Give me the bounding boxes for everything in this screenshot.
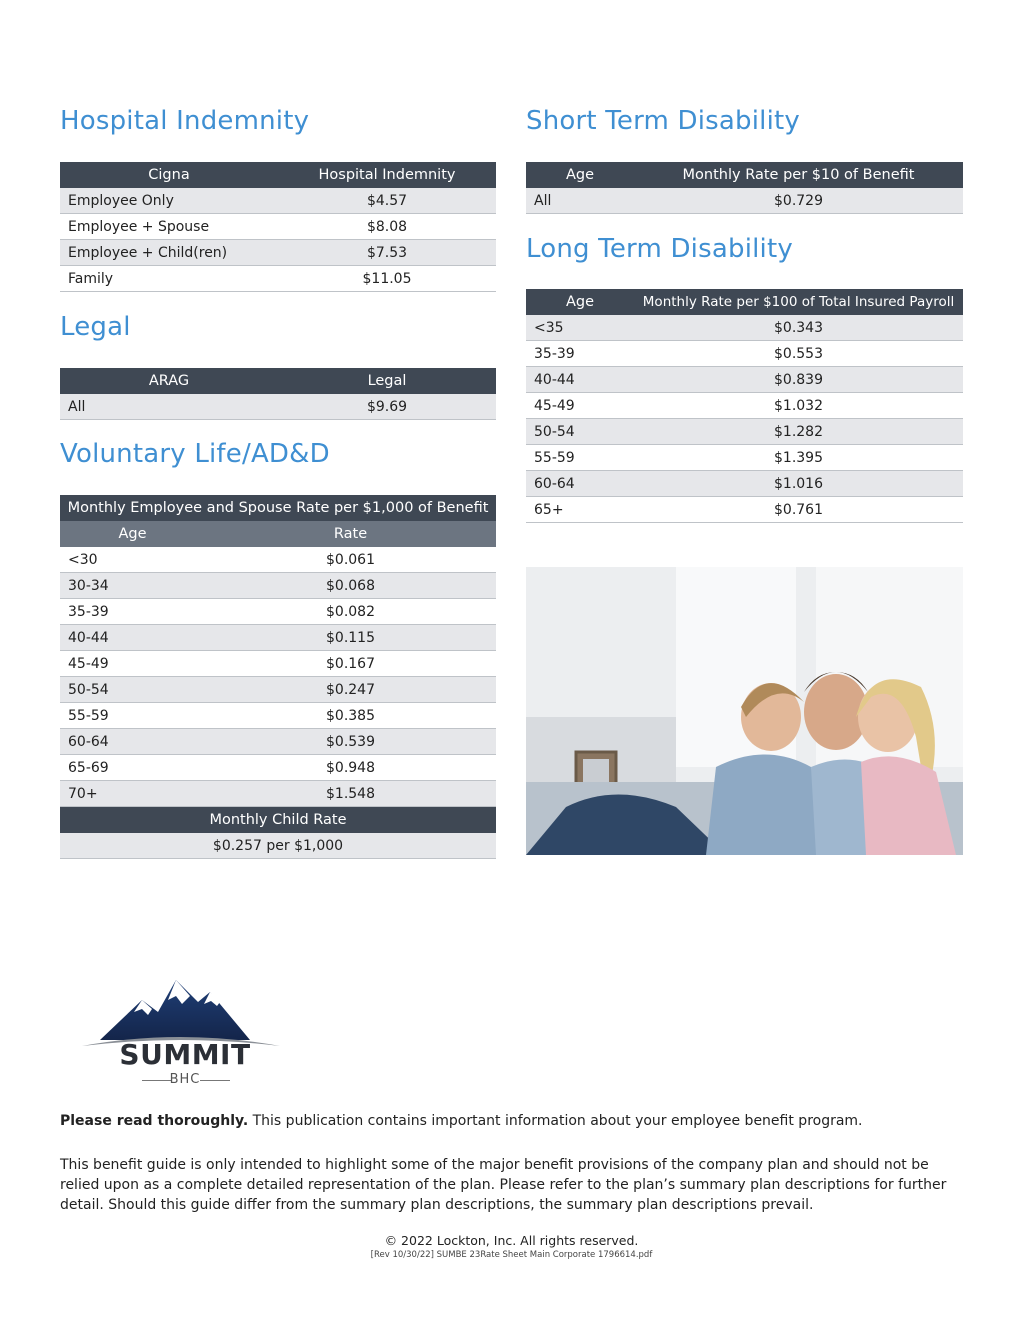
column-header: Monthly Rate per $100 of Total Insured Payroll bbox=[634, 289, 963, 315]
table-row bbox=[526, 341, 963, 367]
rate-cell: $1.282 bbox=[634, 419, 963, 445]
table-row bbox=[60, 266, 496, 292]
age-cell: 35-39 bbox=[526, 341, 634, 367]
table-row bbox=[526, 445, 963, 471]
rate-cell: $0.385 bbox=[205, 703, 496, 729]
short-term-disability-title: Short Term Disability bbox=[526, 106, 801, 136]
age-cell: 65-69 bbox=[60, 755, 205, 781]
column-header: ARAG bbox=[60, 368, 278, 394]
column-header: Cigna bbox=[60, 162, 278, 188]
rate-cell: $11.05 bbox=[278, 266, 496, 292]
rate-cell: $0.068 bbox=[205, 573, 496, 599]
table-row bbox=[60, 214, 496, 240]
disclaimer: This benefit guide is only intended to highlight some of the major benefit provisions of the company plan and should not be relied upon as a complete detailed representation of the plan. Please refer to the plan’s summary plan descriptions for further detail. Should this guide differ from the summary plan descriptions, the summary plan descriptions prevail. bbox=[60, 1157, 947, 1213]
long-term-disability-table bbox=[526, 289, 963, 523]
rate-cell: $7.53 bbox=[278, 240, 496, 266]
child-rate-header: Monthly Child Rate bbox=[60, 807, 496, 834]
child-rate-cell: $0.257 per $1,000 bbox=[60, 833, 496, 859]
rate-cell: $0.247 bbox=[205, 677, 496, 703]
table-row bbox=[60, 625, 496, 651]
table-row bbox=[526, 419, 963, 445]
legal-table bbox=[60, 368, 496, 420]
age-cell: 55-59 bbox=[60, 703, 205, 729]
table-row bbox=[526, 315, 963, 341]
hospital-indemnity-title: Hospital Indemnity bbox=[60, 106, 310, 136]
rate-cell: $0.115 bbox=[205, 625, 496, 651]
rate-cell: $9.69 bbox=[278, 394, 496, 420]
age-cell: 60-64 bbox=[60, 729, 205, 755]
table-row bbox=[526, 188, 963, 214]
age-cell: 40-44 bbox=[526, 367, 634, 393]
age-cell: 45-49 bbox=[526, 393, 634, 419]
tier-cell: All bbox=[60, 394, 278, 420]
age-cell: <35 bbox=[526, 315, 634, 341]
rate-cell: $0.061 bbox=[205, 547, 496, 573]
voluntary-life-title: Voluntary Life/AD&D bbox=[60, 439, 330, 469]
table-row bbox=[60, 394, 496, 420]
column-header: Age bbox=[526, 289, 634, 315]
table-row bbox=[60, 188, 496, 214]
table-row bbox=[60, 729, 496, 755]
revision-note: [Rev 10/30/22] SUMBE 23Rate Sheet Main Corporate 1796614.pdf bbox=[370, 1250, 653, 1260]
age-cell: 60-64 bbox=[526, 471, 634, 497]
rate-cell: $0.839 bbox=[634, 367, 963, 393]
rate-cell: $1.395 bbox=[634, 445, 963, 471]
age-cell: 35-39 bbox=[60, 599, 205, 625]
table-main-header: Monthly Employee and Spouse Rate per $1,000 of Benefit bbox=[60, 495, 496, 521]
column-header: Monthly Rate per $10 of Benefit bbox=[634, 162, 963, 188]
rate-cell: $0.729 bbox=[634, 188, 963, 214]
hospital-indemnity-table bbox=[60, 162, 496, 292]
age-cell: 45-49 bbox=[60, 651, 205, 677]
tier-cell: Employee + Child(ren) bbox=[60, 240, 278, 266]
rate-cell: $1.016 bbox=[634, 471, 963, 497]
tier-cell: Family bbox=[60, 266, 278, 292]
short-term-disability-table bbox=[526, 162, 963, 214]
rate-cell: $0.761 bbox=[634, 497, 963, 523]
age-cell: 65+ bbox=[526, 497, 634, 523]
column-header: Legal bbox=[278, 368, 496, 394]
logo-name: SUMMIT bbox=[119, 1038, 251, 1071]
table-row bbox=[526, 471, 963, 497]
read-notice bbox=[60, 1111, 960, 1131]
column-header: Rate bbox=[205, 521, 496, 547]
age-cell: 50-54 bbox=[526, 419, 634, 445]
rate-cell: $0.343 bbox=[634, 315, 963, 341]
copyright: © 2022 Lockton, Inc. All rights reserved. bbox=[384, 1233, 639, 1248]
rate-cell: $1.032 bbox=[634, 393, 963, 419]
legal-title: Legal bbox=[60, 312, 131, 342]
read-notice-bold: Please read thoroughly. bbox=[60, 1113, 249, 1129]
table-row bbox=[60, 677, 496, 703]
column-header: Hospital Indemnity bbox=[278, 162, 496, 188]
age-cell: 50-54 bbox=[60, 677, 205, 703]
table-row bbox=[60, 573, 496, 599]
age-cell: All bbox=[526, 188, 634, 214]
family-photo-illustration bbox=[526, 567, 963, 855]
table-row bbox=[60, 755, 496, 781]
table-row bbox=[60, 651, 496, 677]
age-cell: <30 bbox=[60, 547, 205, 573]
rate-cell: $0.082 bbox=[205, 599, 496, 625]
table-row bbox=[60, 547, 496, 573]
rate-cell: $1.548 bbox=[205, 781, 496, 807]
table-row bbox=[60, 240, 496, 266]
table-row bbox=[526, 367, 963, 393]
family-photo bbox=[526, 567, 963, 855]
rate-cell: $0.553 bbox=[634, 341, 963, 367]
rate-cell: $0.167 bbox=[205, 651, 496, 677]
rate-cell: $0.539 bbox=[205, 729, 496, 755]
rate-cell: $4.57 bbox=[278, 188, 496, 214]
age-cell: 30-34 bbox=[60, 573, 205, 599]
read-notice-text: This publication contains important information about your employee benefit program. bbox=[248, 1113, 863, 1129]
long-term-disability-title: Long Term Disability bbox=[526, 234, 793, 264]
age-cell: 55-59 bbox=[526, 445, 634, 471]
age-cell: 70+ bbox=[60, 781, 205, 807]
table-row bbox=[60, 781, 496, 807]
age-cell: 40-44 bbox=[60, 625, 205, 651]
rate-cell: $8.08 bbox=[278, 214, 496, 240]
tier-cell: Employee Only bbox=[60, 188, 278, 214]
tier-cell: Employee + Spouse bbox=[60, 214, 278, 240]
summit-bhc-logo bbox=[80, 972, 290, 1094]
logo-subname: BHC bbox=[169, 1072, 201, 1087]
table-row bbox=[526, 497, 963, 523]
column-header: Age bbox=[526, 162, 634, 188]
column-header: Age bbox=[60, 521, 205, 547]
table-row bbox=[60, 833, 496, 859]
table-row bbox=[526, 393, 963, 419]
table-row bbox=[60, 599, 496, 625]
voluntary-life-table bbox=[60, 495, 496, 859]
rate-cell: $0.948 bbox=[205, 755, 496, 781]
table-row bbox=[60, 703, 496, 729]
